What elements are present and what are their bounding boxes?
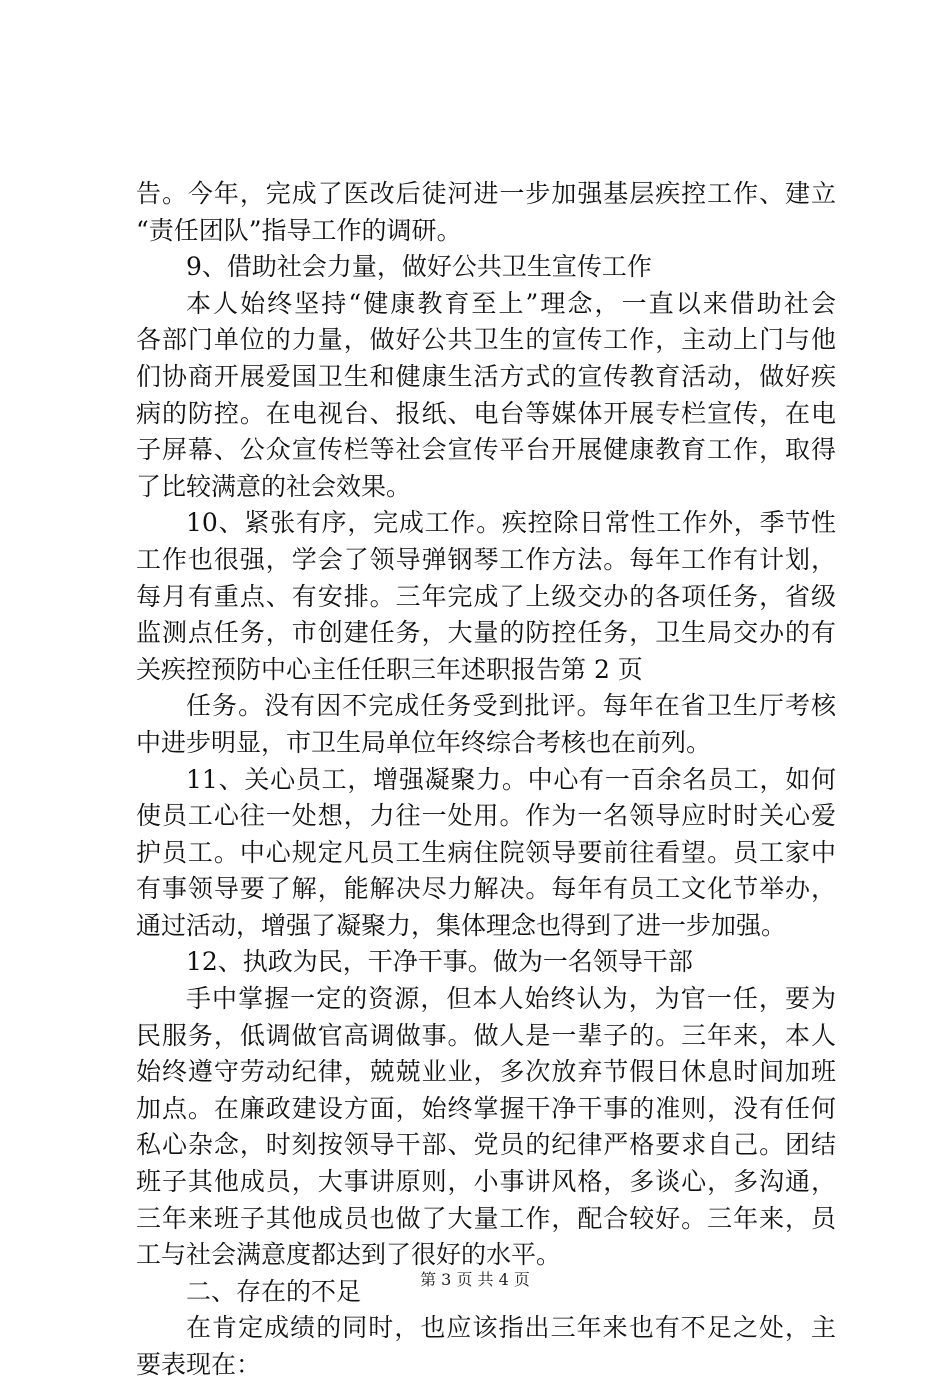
text-line: 11、关心员工，增强凝聚力。中心有一百余名员工，如何 — [186, 764, 836, 794]
text-line: 每月有重点、有安排。三年完成了上级交办的各项任务，省级 — [136, 581, 836, 611]
text-line: 告。今年，完成了医改后徒河进一步加强基层疾控工作、建立 — [136, 179, 836, 208]
text-line: 9、借助社会力量，做好公共卫生宣传工作 — [186, 252, 652, 282]
text-line: 护员工。中心规定凡员工生病住院领导要前往看望。员工家中 — [136, 837, 836, 867]
text-line: 通过活动，增强了凝聚力，集体理念也得到了进一步加强。 — [136, 910, 787, 940]
text-line: 工作也很强，学会了领导弹钢琴工作方法。每年工作有计划， — [136, 544, 836, 574]
text-line: 任务。没有因不完成任务受到批评。每年在省卫生厅考核 — [186, 691, 836, 721]
text-line: 子屏幕、公众宣传栏等社会宣传平台开展健康教育工作，取得 — [136, 435, 836, 465]
text-line: 本人始终坚持“健康教育至上”理念，一直以来借助社会 — [186, 288, 836, 318]
text-line: 有事领导要了解，能解决尽力解决。每年有员工文化节举办， — [136, 874, 836, 904]
text-line: “责任团队”指导工作的调研。 — [136, 215, 462, 245]
text-line: 始终遵守劳动纪律，兢兢业业，多次放弃节假日休息时间加班 — [136, 1057, 836, 1087]
text-line: 要表现在： — [136, 1350, 262, 1379]
text-line: 工与社会满意度都达到了很好的水平。 — [136, 1240, 562, 1270]
document-body — [136, 176, 836, 1384]
text-line: 病的防控。在电视台、报纸、电台等媒体开展专栏宣传，在电 — [136, 398, 836, 428]
text-line: 中进步明显，市卫生局单位年终综合考核也在前列。 — [136, 727, 712, 757]
text-line: 12、执政为民，干净干事。做为一名领导干部 — [186, 947, 693, 977]
text-line: 使员工心往一处想，力往一处用。作为一名领导应时时关心爱 — [136, 801, 836, 831]
text-line: 在肯定成绩的同时，也应该指出三年来也有不足之处，主 — [186, 1313, 836, 1343]
text-line: 民服务，低调做官高调做事。做人是一辈子的。三年来，本人 — [136, 1020, 836, 1050]
text-line: 监测点任务，市创建任务，大量的防控任务，卫生局交办的有 — [136, 618, 836, 648]
text-line: 手中掌握一定的资源，但本人始终认为，为官一任，要为 — [186, 984, 836, 1014]
text-line: 班子其他成员，大事讲原则，小事讲风格，多谈心，多沟通， — [136, 1167, 836, 1197]
text-line: 们协商开展爱国卫生和健康生活方式的宣传教育活动，做好疾 — [136, 361, 836, 391]
text-line: 私心杂念，时刻按领导干部、党员的纪律严格要求自己。团结 — [136, 1130, 836, 1160]
text-line: 二、存在的不足 — [186, 1276, 362, 1306]
text-line: 关疾控预防中心主任任职三年述职报告第 2 页 — [136, 654, 643, 684]
text-line: 了比较满意的社会效果。 — [136, 471, 412, 501]
text-line: 加点。在廉政建设方面，始终掌握干净干事的准则，没有任何 — [136, 1093, 836, 1123]
text-line: 10、紧张有序，完成工作。疾控除日常性工作外，季节性 — [186, 508, 836, 538]
text-line: 各部门单位的力量，做好公共卫生的宣传工作，主动上门与他 — [136, 325, 836, 355]
text-line: 三年来班子其他成员也做了大量工作，配合较好。三年来，员 — [136, 1203, 836, 1233]
page-footer: 第 3 页 共 4 页 — [420, 1270, 530, 1289]
